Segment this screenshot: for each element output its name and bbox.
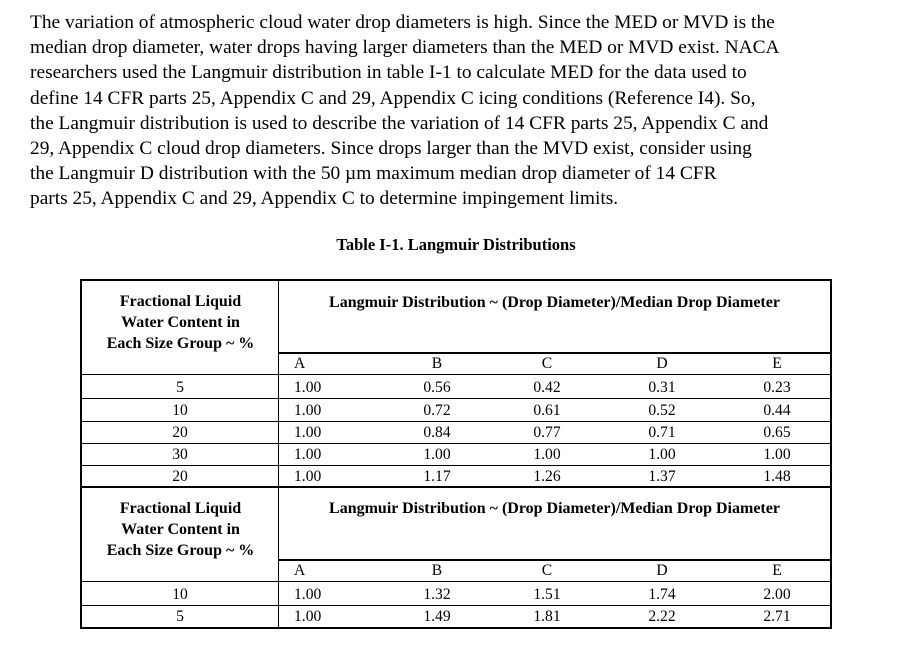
value-cell: 2.22	[648, 608, 676, 625]
column-header-b: B	[431, 562, 443, 579]
row-rule	[82, 374, 832, 375]
section2-right-header: Langmuir Distribution ~ (Drop Diameter)/Median Drop Diameter	[329, 500, 780, 517]
paragraph-line: median drop diameter, water drops having larger diameters than the MED or MVD exist. NACA	[30, 37, 780, 59]
column-header-a: A	[294, 562, 306, 579]
value-cell: 0.65	[763, 424, 791, 441]
value-cell: 0.23	[763, 379, 791, 396]
value-cell: 0.52	[648, 402, 676, 419]
header-line: Water Content in	[121, 521, 240, 538]
header-line: Each Size Group ~ %	[106, 542, 255, 559]
value-cell: 0.44	[763, 402, 791, 419]
section1-left-header	[82, 291, 279, 354]
value-cell: 2.71	[763, 608, 791, 625]
paragraph-line: parts 25, Appendix C and 29, Appendix C to determine impingement limits.	[30, 188, 619, 210]
column-header-c: C	[541, 355, 553, 372]
lwc-cell: 5	[176, 608, 184, 625]
section-rule	[82, 486, 832, 488]
value-cell: 0.71	[648, 424, 676, 441]
paragraph-line: the Langmuir D distribution with the 50 µm maximum median drop diameter of 14 CFR	[30, 163, 717, 185]
header-line: Water Content in	[121, 314, 240, 331]
lwc-cell: 5	[176, 379, 184, 396]
column-header-c: C	[541, 562, 553, 579]
value-cell: 1.81	[533, 608, 561, 625]
value-cell: 1.26	[533, 468, 561, 485]
column-header-a: A	[294, 355, 306, 372]
value-cell: 1.00	[294, 586, 322, 603]
value-cell: 0.56	[423, 379, 451, 396]
value-cell: 1.48	[763, 468, 791, 485]
column-header-d: D	[656, 355, 668, 372]
value-cell: 1.00	[648, 446, 676, 463]
value-cell: 1.00	[423, 446, 451, 463]
row-rule	[82, 443, 832, 444]
value-cell: 0.31	[648, 379, 676, 396]
paragraph-line: the Langmuir distribution is used to describe the variation of 14 CFR parts 25, Appendix C and	[30, 112, 769, 134]
header-line: Fractional Liquid	[119, 500, 242, 517]
value-cell: 2.00	[763, 586, 791, 603]
paragraph-line: The variation of atmospheric cloud water drop diameters is high. Since the MED or MVD is the	[30, 12, 775, 33]
header-line: Each Size Group ~ %	[106, 335, 255, 352]
value-cell: 1.49	[423, 608, 451, 625]
value-cell: 0.84	[423, 424, 451, 441]
body-paragraph	[30, 10, 880, 212]
column-header-e: E	[772, 562, 782, 579]
table-caption: Table I-1. Langmuir Distributions	[336, 235, 576, 254]
paragraph-line: 29, Appendix C cloud drop diameters. Since drops larger than the MVD exist, consider using	[30, 138, 752, 160]
row-rule	[82, 421, 832, 422]
langmuir-table	[80, 279, 832, 629]
lwc-cell: 20	[172, 424, 188, 441]
value-cell: 1.74	[648, 586, 676, 603]
section2-left-header	[82, 498, 279, 561]
value-cell: 1.17	[423, 468, 451, 485]
value-cell: 1.51	[533, 586, 561, 603]
value-cell: 1.00	[294, 379, 322, 396]
column-divider	[278, 281, 279, 486]
paragraph-line: researchers used the Langmuir distribution in table I-1 to calculate MED for the data used to	[30, 62, 747, 84]
value-cell: 0.61	[533, 402, 561, 419]
value-cell: 1.00	[294, 446, 322, 463]
value-cell: 0.72	[423, 402, 451, 419]
paragraph-line: define 14 CFR parts 25, Appendix C and 29, Appendix C icing conditions (Reference I4). So,	[30, 87, 756, 109]
column-header-d: D	[656, 562, 668, 579]
value-cell: 1.00	[294, 468, 322, 485]
value-cell: 1.00	[294, 608, 322, 625]
lwc-cell: 10	[172, 402, 188, 419]
row-rule	[82, 605, 832, 606]
value-cell: 1.00	[533, 446, 561, 463]
row-rule	[82, 398, 832, 399]
value-cell: 1.37	[648, 468, 676, 485]
value-cell: 0.77	[533, 424, 561, 441]
column-header-e: E	[772, 355, 782, 372]
lwc-cell: 10	[172, 586, 188, 603]
value-cell: 1.00	[763, 446, 791, 463]
lwc-cell: 30	[172, 446, 188, 463]
row-rule	[82, 581, 832, 582]
section1-right-header: Langmuir Distribution ~ (Drop Diameter)/Median Drop Diameter	[329, 294, 780, 311]
value-cell: 0.42	[533, 379, 561, 396]
value-cell: 1.00	[294, 402, 322, 419]
column-header-b: B	[431, 355, 443, 372]
value-cell: 1.32	[423, 586, 451, 603]
row-rule	[82, 465, 832, 466]
value-cell: 1.00	[294, 424, 322, 441]
lwc-cell: 20	[172, 468, 188, 485]
header-line: Fractional Liquid	[119, 293, 242, 310]
